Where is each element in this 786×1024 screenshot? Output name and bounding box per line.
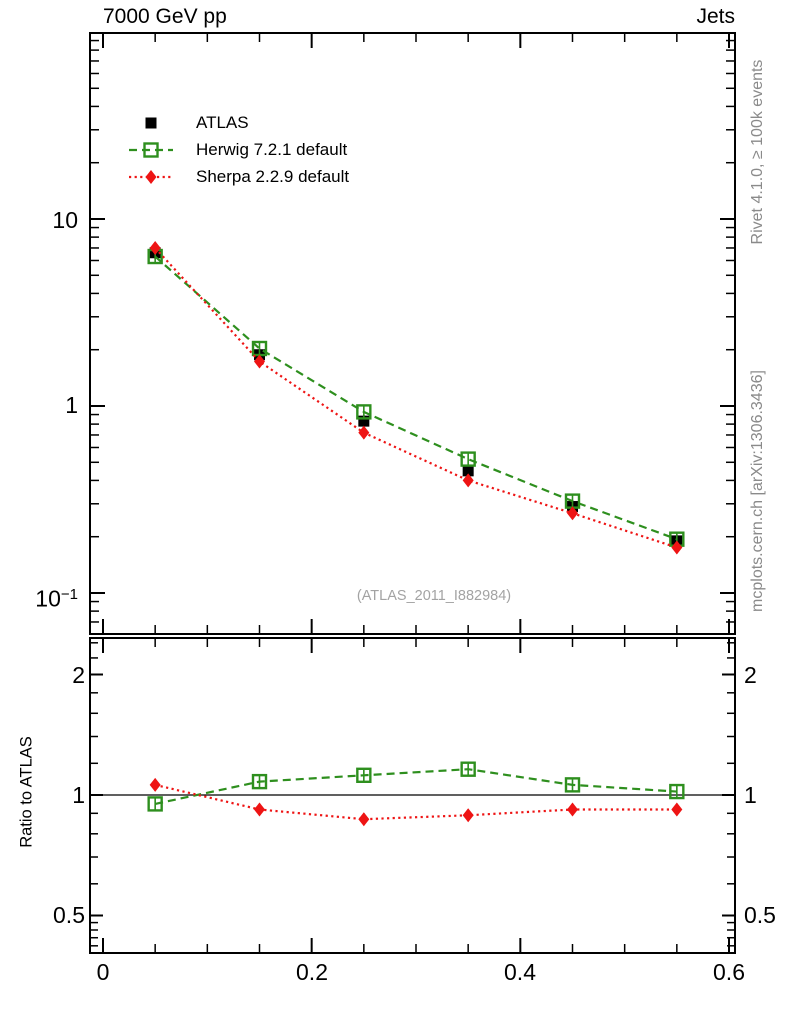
sherpa-marker-icon <box>128 167 174 187</box>
main-series-atlas <box>150 247 683 547</box>
legend-item-sherpa <box>128 163 349 190</box>
plot-title-process: Jets <box>696 5 735 28</box>
x-tick-label-0p4: 0.4 <box>504 959 536 985</box>
ratio-tick-right-0p5: 0.5 <box>744 902 776 928</box>
ratio-tick-left-0p5: 0.5 <box>53 902 85 928</box>
x-tick-label-0p2: 0.2 <box>296 959 328 985</box>
ratio-tick-left-2: 2 <box>72 662 85 688</box>
y-tick-label-0p1-base: 10 <box>35 585 61 612</box>
y-tick-label-10: 10 <box>52 207 78 233</box>
ratio-tick-left-1: 1 <box>72 782 85 808</box>
plot-title-beam: 7000 GeV pp <box>103 5 227 28</box>
main-series-sherpa <box>150 241 683 555</box>
atlas-marker-icon <box>128 113 174 133</box>
rivet-version-label: Rivet 4.1.0, ≥ 100k events <box>749 59 766 245</box>
y-tick-label-1: 1 <box>65 392 78 418</box>
ratio-axis-title: Ratio to ATLAS <box>17 736 36 848</box>
x-tick-label-0p6: 0.6 <box>713 959 745 985</box>
legend-label-herwig: Herwig 7.2.1 default <box>196 139 348 159</box>
mcplots-arxiv-label: mcplots.cern.ch [arXiv:1306.3436] <box>749 370 766 612</box>
legend-label-sherpa: Sherpa 2.2.9 default <box>196 166 350 186</box>
ratio-tick-right-1: 1 <box>744 782 757 808</box>
legend <box>128 109 349 190</box>
analysis-id-watermark: (ATLAS_2011_I882984) <box>356 588 512 604</box>
ratio-tick-right-2: 2 <box>744 662 757 688</box>
legend-label-atlas: ATLAS <box>196 112 249 132</box>
y-tick-label-0p1-exponent: −1 <box>60 586 78 603</box>
x-tick-label-0: 0 <box>96 959 110 985</box>
ratio-series-herwig <box>149 763 684 811</box>
ratio-series-sherpa <box>150 778 683 826</box>
legend-item-atlas <box>128 109 349 136</box>
y-tick-label-0p1 <box>0 582 78 611</box>
legend-item-herwig <box>128 136 349 163</box>
herwig-marker-icon <box>128 140 174 160</box>
main-series-herwig <box>149 250 684 546</box>
